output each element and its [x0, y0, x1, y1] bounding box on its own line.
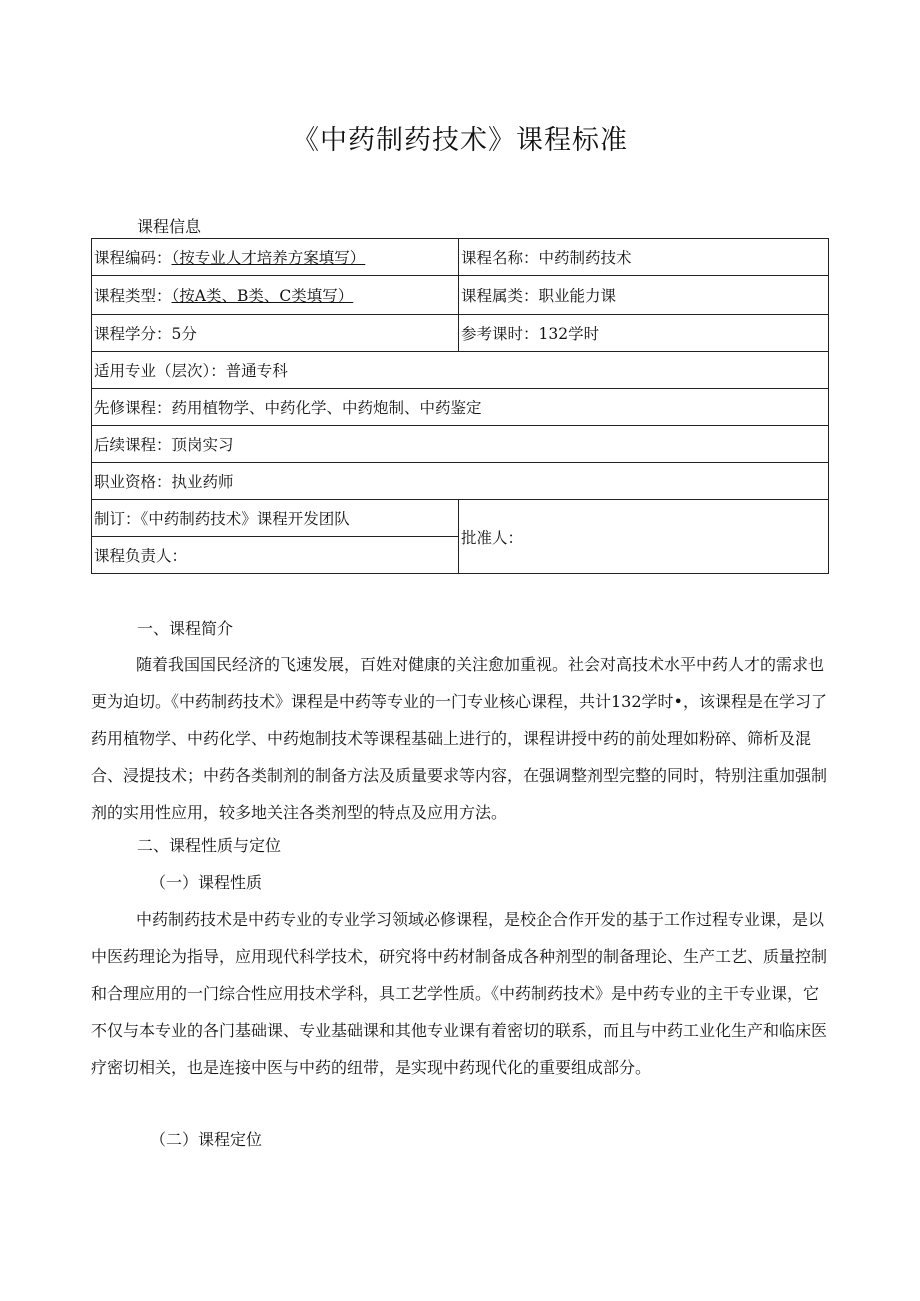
course-category-cell: 课程属类：职业能力课	[459, 276, 829, 315]
section1-heading: 一、课程简介	[137, 619, 234, 638]
course-code-value: （按专业人才培养方案填写）	[171, 249, 366, 267]
course-type-label: 课程类型：	[94, 287, 172, 305]
course-info-label: 课程信息	[137, 217, 202, 236]
course-type-cell	[92, 276, 459, 315]
followup-cell: 后续课程：顶岗实习	[92, 426, 829, 463]
major-cell: 适用专业（层次）：普通专科	[92, 352, 829, 389]
hours-cell: 参考课时：132学时	[459, 315, 829, 352]
qualification-cell: 职业资格：执业药师	[92, 463, 829, 500]
course-info-table	[91, 238, 829, 574]
section1-paragraph: 随着我国国民经济的飞速发展，百姓对健康的关注愈加重视。社会对高技术水平中药人才的需求也更为迫切。《中药制药技术》课程是中药等专业的一门专业核心课程，共计132学时•，该课程是在学习了药用植物学、中药化学、中药炮制技术等课程基础上进行的，课程讲授中药的前处理如粉碎、筛析及混合、浸提技术；中药各类制剂的制备方法及质量要求等内容，在强调整剂型完整的同时，特别注重加强制剂的实用性应用，较多地关注各类剂型的特点及应用方法。	[91, 655, 828, 822]
course-code-label: 课程编码：	[94, 249, 172, 267]
approver-cell: 批准人：	[459, 500, 829, 574]
course-code-cell	[92, 239, 459, 276]
page-title: 《中药制药技术》课程标准	[292, 125, 628, 156]
section2-sub1-paragraph: 中药制药技术是中药专业的专业学习领域必修课程，是校企合作开发的基于工作过程专业课，是以中医药理论为指导，应用现代科学技术，研究将中药材制备成各种剂型的制备理论、生产工艺、质量控制和合理应用的一门综合性应用技术学科，具工艺学性质。《中药制药技术》是中药专业的主干专业课，它不仅与本专业的各门基础课、专业基础课和其他专业课有着密切的联系，而且与中药工业化生产和临床医疗密切相关，也是连接中医与中药的纽带，是实现中药现代化的重要组成部分。	[91, 910, 828, 1077]
section2-sub1-heading: （一）课程性质	[150, 873, 263, 892]
course-type-value: （按A类、B类、C类填写）	[171, 287, 354, 305]
responsible-cell: 课程负责人：	[92, 537, 459, 574]
section2-sub2-heading: （二）课程定位	[150, 1130, 263, 1149]
section2-heading: 二、课程性质与定位	[137, 836, 282, 855]
course-name-cell: 课程名称：中药制药技术	[459, 239, 829, 276]
credits-cell: 课程学分：5分	[92, 315, 459, 352]
prerequisites-cell: 先修课程：药用植物学、中药化学、中药炮制、中药鉴定	[92, 389, 829, 426]
compiled-by-cell: 制订：《中药制药技术》课程开发团队	[92, 500, 459, 537]
